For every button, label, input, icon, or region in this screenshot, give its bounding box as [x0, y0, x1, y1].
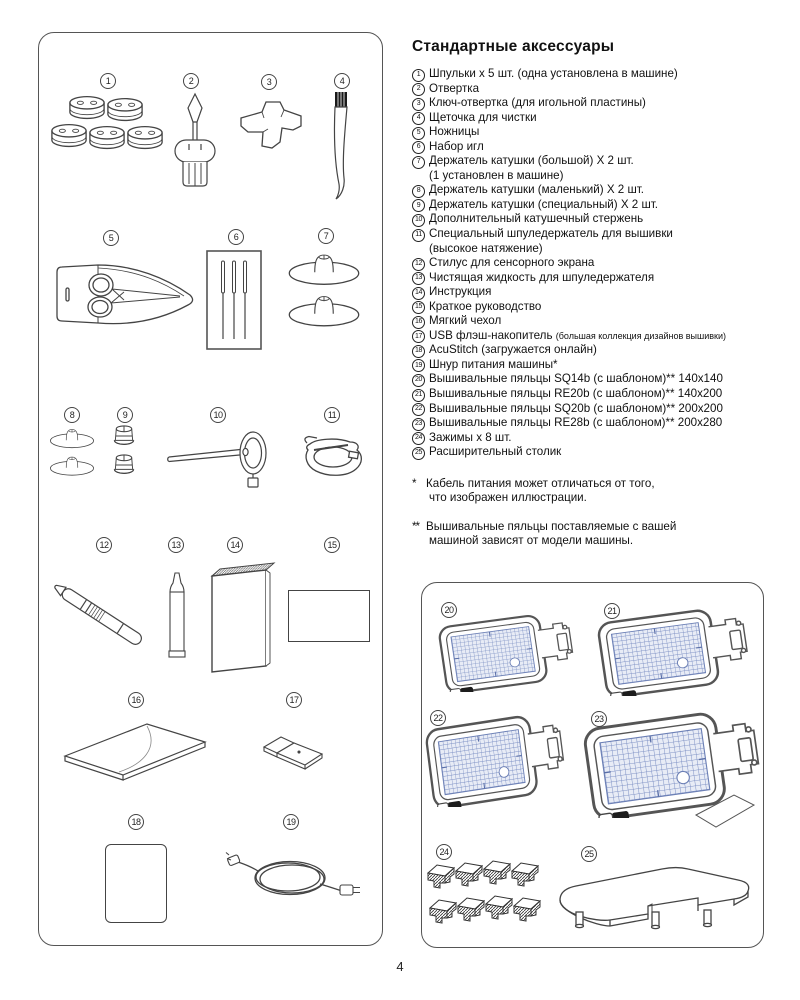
stylus-illustration: [46, 576, 156, 656]
item-text: Инструкция: [429, 285, 492, 299]
footnote-marker: *: [412, 476, 416, 490]
item-text: Вышивальные пяльцы RE28b (с шаблоном)** 200x280: [429, 416, 723, 430]
list-item: [412, 329, 796, 344]
item-number: 7: [412, 156, 425, 169]
figure-label-23: 23: [591, 711, 607, 727]
figure-label-10: 10: [210, 407, 226, 423]
item-number: 11: [412, 229, 425, 242]
item-text: Чистящая жидкость для шпуледержателя: [429, 270, 655, 284]
item-text-line: Специальный шпуледержатель для вышивки: [429, 227, 673, 241]
list-item: [412, 314, 796, 329]
item-text: Держатель катушки (специальный) X 2 шт.: [429, 197, 659, 211]
figure-label-2: 2: [183, 73, 199, 89]
list-item: [412, 300, 796, 315]
list-item: [412, 111, 796, 126]
item-number: 18: [412, 345, 425, 358]
item-number: 17: [412, 330, 425, 343]
list-item: [412, 271, 796, 286]
list-item: [412, 358, 796, 373]
item-text-continuation: (высокое натяжение): [429, 241, 543, 255]
item-number: 21: [412, 389, 425, 402]
extra-spool-pin-illustration: [165, 424, 275, 488]
item-text: Мягкий чехол: [429, 314, 502, 328]
figure-label-1: 1: [100, 73, 116, 89]
item-number: 3: [412, 98, 425, 111]
footnote-line: что изображен иллюстрации.: [429, 491, 587, 505]
figure-label-24: 24: [436, 844, 452, 860]
figure-label-7: 7: [318, 228, 334, 244]
figure-label-16: 16: [128, 692, 144, 708]
item-text: Вышивальные пяльцы SQ20b (с шаблоном)** 200x200: [429, 401, 723, 415]
item-text: Набор игл: [429, 139, 484, 153]
figure-label-9: 9: [117, 407, 133, 423]
extension-table-illustration: [552, 856, 757, 934]
footnote-hoops: [412, 520, 796, 549]
item-number: 8: [412, 185, 425, 198]
item-text: [429, 227, 673, 256]
list-item: [412, 431, 796, 446]
figure-label-8: 8: [64, 407, 80, 423]
accessory-list: [412, 67, 796, 460]
footnote-line: Вышивальные пяльцы поставляемые с вашей: [426, 519, 677, 533]
footnote-power-cord: [412, 477, 796, 506]
item-number: 5: [412, 127, 425, 140]
hoop-sq14b-illustration: [438, 610, 576, 692]
usb-flash-drive-illustration: [260, 732, 326, 772]
item-text: Держатель катушки (маленький) X 2 шт.: [429, 183, 645, 197]
spool-caps-large-illustration: [285, 252, 363, 334]
footnote-line: Кабель питания может отличаться от того,: [426, 476, 655, 490]
cleaning-brush-illustration: [326, 90, 356, 204]
list-item: [412, 154, 796, 183]
item-text-line: Держатель катушки (большой) X 2 шт.: [429, 154, 634, 168]
page-title: Стандартные аксессуары: [412, 38, 615, 55]
footnotes: [412, 477, 796, 549]
figure-label-18: 18: [128, 814, 144, 830]
instruction-manual-illustration: [200, 560, 278, 676]
figure-label-12: 12: [96, 537, 112, 553]
bobbins-illustration: [50, 95, 168, 155]
item-text: Отвертка: [429, 81, 480, 95]
figure-label-15: 15: [324, 537, 340, 553]
list-item: [412, 198, 796, 213]
list-item: [412, 125, 796, 140]
item-number: 10: [412, 214, 425, 227]
list-item: [412, 212, 796, 227]
figure-label-19: 19: [283, 814, 299, 830]
item-number: 15: [412, 301, 425, 314]
figure-label-11: 11: [324, 407, 340, 423]
list-item: [412, 416, 796, 431]
item-text: Щеточка для чистки: [429, 110, 537, 124]
figure-label-22: 22: [430, 710, 446, 726]
hoop-re20b-illustration: [597, 604, 751, 696]
footnote-line: машиной зависят от модели машины.: [429, 534, 634, 548]
item-number: 25: [412, 447, 425, 460]
figure-label-21: 21: [604, 603, 620, 619]
figure-label-25: 25: [581, 846, 597, 862]
item-text: [429, 329, 726, 344]
embroidery-bobbin-holder-illustration: [300, 430, 366, 480]
list-item: [412, 372, 796, 387]
item-text: Дополнительный катушечный стержень: [429, 212, 644, 226]
list-item: [412, 227, 796, 256]
list-item: [412, 82, 796, 97]
item-number: 6: [412, 141, 425, 154]
figure-label-6: 6: [228, 229, 244, 245]
clamps-illustration: [426, 858, 544, 930]
item-text: Вышивальные пяльцы RE20b (с шаблоном)** 140x200: [429, 387, 723, 401]
figure-label-5: 5: [103, 230, 119, 246]
accessories-text-column: [412, 38, 796, 563]
item-text: [429, 154, 634, 183]
figure-label-14: 14: [227, 537, 243, 553]
template-sheet-illustration: [694, 793, 756, 829]
item-number: 2: [412, 83, 425, 96]
item-number: 1: [412, 69, 425, 82]
item-text: Шнур питания машины*: [429, 357, 558, 371]
item-text: Ключ-отвертка (для игольной пластины): [429, 96, 646, 110]
footnote-marker: **: [412, 519, 420, 533]
needle-plate-key-illustration: [238, 98, 304, 164]
item-number: 22: [412, 403, 425, 416]
item-number: 20: [412, 374, 425, 387]
needle-set-illustration: [206, 250, 262, 350]
item-text-small-note: (большая коллекция дизайнов вышивки): [555, 330, 727, 341]
list-item: [412, 445, 796, 460]
item-number: 16: [412, 316, 425, 329]
item-number: 14: [412, 287, 425, 300]
cleaning-fluid-illustration: [166, 570, 188, 662]
list-item: [412, 402, 796, 417]
item-text-line: USB флэш-накопитель: [429, 328, 553, 342]
figure-label-20: 20: [441, 602, 457, 618]
footnote-text: [426, 520, 676, 549]
scissors-illustration: [54, 260, 199, 330]
quick-reference-guide-illustration: [288, 590, 370, 642]
item-number: 4: [412, 112, 425, 125]
item-text: Вышивальные пяльцы SQ14b (с шаблоном)** 140x140: [429, 372, 723, 386]
figure-label-4: 4: [334, 73, 350, 89]
item-text: Расширительный столик: [429, 445, 562, 459]
item-number: 24: [412, 432, 425, 445]
figure-label-13: 13: [168, 537, 184, 553]
item-text: Зажимы x 8 шт.: [429, 430, 512, 444]
acustitch-box-illustration: [105, 844, 167, 923]
list-item: [412, 387, 796, 402]
item-text: Шпульки x 5 шт. (одна установлена в машине): [429, 67, 678, 80]
spool-holders-special-illustration: [110, 424, 138, 480]
item-text: Краткое руководство: [429, 299, 542, 313]
screwdriver-illustration: [170, 92, 220, 190]
list-item: [412, 96, 796, 111]
figure-label-3: 3: [261, 74, 277, 90]
item-number: 12: [412, 258, 425, 271]
list-item: [412, 343, 796, 358]
item-number: 9: [412, 199, 425, 212]
figure-label-17: 17: [286, 692, 302, 708]
list-item: [412, 256, 796, 271]
item-number: 23: [412, 418, 425, 431]
power-cord-illustration: [226, 850, 362, 908]
item-number: 13: [412, 272, 425, 285]
list-item: [412, 183, 796, 198]
spool-caps-small-illustration: [48, 424, 96, 482]
hoop-sq20b-illustration: [425, 710, 567, 807]
item-text-continuation: (1 установлен в машине): [429, 168, 564, 182]
item-text: Ножницы: [429, 125, 480, 139]
list-item: [412, 67, 796, 82]
page-number: 4: [396, 959, 404, 974]
list-item: [412, 285, 796, 300]
item-number: 19: [412, 359, 425, 372]
soft-cover-illustration: [61, 718, 209, 782]
item-text: Стилус для сенсорного экрана: [429, 256, 595, 270]
list-item: [412, 140, 796, 155]
footnote-text: [426, 477, 655, 506]
item-text: AcuStitch (загружается онлайн): [429, 343, 597, 357]
